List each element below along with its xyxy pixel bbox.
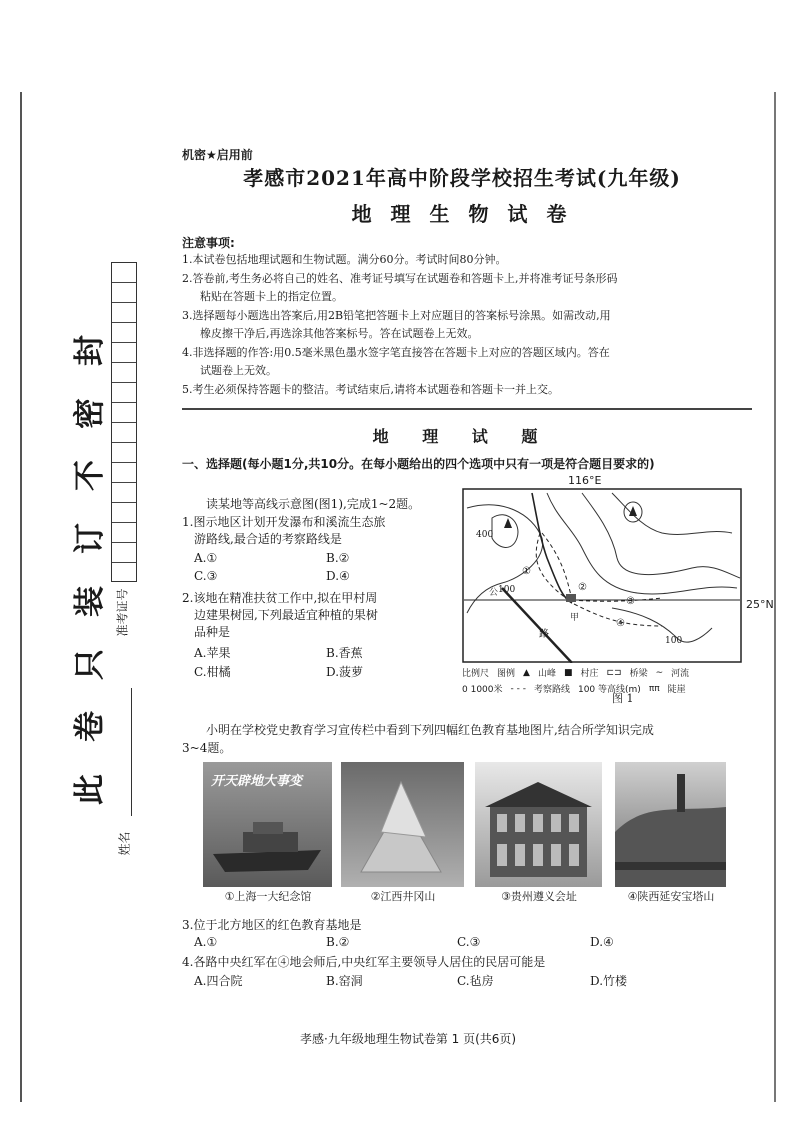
photo-jinggangshan <box>341 762 464 887</box>
name-line <box>131 688 132 816</box>
notice-item: 试题卷上无效。 <box>200 364 277 377</box>
page-footer: 孝感·九年级地理生物试卷第 1 页(共6页) <box>300 1032 517 1046</box>
village-icon: ■ <box>563 667 573 678</box>
seal-char: 此 <box>71 773 108 805</box>
seal-char: 卷 <box>71 711 108 743</box>
map-latitude: 25°N <box>746 598 774 611</box>
notice-heading: 注意事项: <box>182 236 235 250</box>
q2-line1: 2.该地在精准扶贫工作中,拟在甲村周 <box>182 591 378 605</box>
q4-option-c[interactable]: C.毡房 <box>457 974 494 988</box>
map-legend <box>462 666 752 695</box>
seal-char: 不 <box>71 460 108 492</box>
notice-item: 2.答卷前,考生务必将自己的姓名、准考证号填写在试题卷和答题卡上,并将准考证号条形码 <box>182 271 618 285</box>
route-icon: - - - <box>510 683 526 694</box>
intro-q3-4-line2: 3~4题。 <box>182 741 232 755</box>
route-3-label: ③ <box>626 596 635 607</box>
name-label: 姓名 <box>117 831 132 856</box>
cliff-icon: ππ <box>648 683 660 694</box>
legend-river: 河流 <box>671 669 690 679</box>
map-road-label-1: 公 <box>489 588 499 598</box>
river-icon: ∼ <box>655 667 664 678</box>
seal-char: 封 <box>71 335 108 366</box>
confidential-mark: 机密★启用前 <box>182 148 253 162</box>
photo-overlay-text: 开天辟地大事变 <box>211 774 303 789</box>
paper-subtitle: 地 理 生 物 试 卷 <box>351 202 573 226</box>
peak-icon: ▲ <box>523 667 530 678</box>
exam-number-grid[interactable] <box>111 262 137 582</box>
q1-option-d[interactable]: D.④ <box>326 569 350 583</box>
seal-char: 密 <box>71 397 108 429</box>
legend-scale-value: 0 1000米 <box>462 685 503 695</box>
seal-char: 只 <box>71 648 108 680</box>
map-contour-400: 400 <box>476 530 494 540</box>
q1-option-b[interactable]: B.② <box>326 551 350 565</box>
section-heading: 一、选择题(每小题1分,共10分。在每小题给出的四个选项中只有一项是符合题目要求的) <box>182 457 655 471</box>
q4-option-a[interactable]: A.四合院 <box>194 974 243 988</box>
route-4-label: ④ <box>616 618 625 629</box>
legend-peak: 山峰 <box>537 669 556 679</box>
map-longitude: 116°E <box>568 474 602 487</box>
legend-cliff: 陡崖 <box>667 685 686 695</box>
legend-title: 图例 <box>497 669 516 679</box>
photo-caption-3: ③贵州遵义会址 <box>501 890 577 903</box>
photo-caption-2: ②江西井冈山 <box>370 890 436 903</box>
intro-q3-4-line1: 小明在学校党史教育学习宣传栏中看到下列四幅红色教育基地图片,结合所学知识完成 <box>206 723 654 737</box>
q1-line1: 1.图示地区计划开发瀑布和溪流生态旅 <box>182 515 386 529</box>
page-border-left <box>20 92 22 1102</box>
q2-line2: 边建果树园,下列最适宜种植的果树 <box>194 608 378 622</box>
legend-scale: 比例尺 <box>462 669 490 679</box>
q4-option-b[interactable]: B.窑洞 <box>326 974 363 988</box>
legend-village: 村庄 <box>580 669 599 679</box>
monument-image <box>341 762 464 887</box>
bridge-icon: ⊏⊐ <box>606 667 622 678</box>
notice-item: 3.选择题每小题选出答案后,用2B铅笔把答题卡上对应题目的答案标号涂黑。如需改动,用 <box>182 308 611 322</box>
map-contour-100a: 100 <box>498 585 516 595</box>
notice-item: 4.非选择题的作答:用0.5毫米黑色墨水签字笔直接答在答题卡上对应的答题区域内。答在 <box>182 345 610 359</box>
q3-text: 3.位于北方地区的红色教育基地是 <box>182 918 362 932</box>
notice-item: 5.考生必须保持答题卡的整洁。考试结束后,请将本试题卷和答题卡一并上交。 <box>182 382 559 396</box>
legend-contour: 100 等高线(m) <box>577 685 641 695</box>
photo-yanan <box>615 762 726 887</box>
section-title: 地 理 试 题 <box>372 427 552 446</box>
figure-1-caption: 图 1 <box>612 692 634 705</box>
q4-option-d[interactable]: D.竹楼 <box>590 974 628 988</box>
photo-shanghai <box>203 762 332 887</box>
building-image <box>475 762 602 887</box>
notice-item: 橡皮擦干净后,再选涂其他答案标号。答在试题卷上无效。 <box>200 327 479 340</box>
q3-option-a[interactable]: A.① <box>194 935 218 949</box>
boat-image <box>203 762 332 887</box>
map-village-label: 甲 <box>570 613 580 623</box>
q2-option-b[interactable]: B.香蕉 <box>326 646 363 660</box>
q2-line3: 品种是 <box>194 625 231 639</box>
legend-bridge: 桥梁 <box>629 669 648 679</box>
q4-text: 4.各路中央红军在④地会师后,中央红军主要领导人居住的民居可能是 <box>182 955 546 969</box>
q2-option-c[interactable]: C.柑橘 <box>194 665 231 679</box>
q3-option-d[interactable]: D.④ <box>590 935 614 949</box>
q3-option-b[interactable]: B.② <box>326 935 350 949</box>
map-road-label-2: 路 <box>539 629 549 640</box>
intro-q1-2: 读某地等高线示意图(图1),完成1~2题。 <box>206 497 421 511</box>
exam-title: 孝感市2021年高中阶段学校招生考试(九年级) <box>243 166 681 190</box>
q2-option-a[interactable]: A.苹果 <box>194 646 231 660</box>
q1-option-a[interactable]: A.① <box>194 551 218 565</box>
photo-caption-4: ④陕西延安宝塔山 <box>627 890 715 903</box>
notice-list <box>182 251 744 399</box>
photo-zunyi <box>475 762 602 887</box>
seal-char: 订 <box>71 523 108 555</box>
q1-option-c[interactable]: C.③ <box>194 569 218 583</box>
page-border-right <box>774 92 776 1102</box>
pagoda-image <box>615 762 726 887</box>
photo-caption-1: ①上海一大纪念馆 <box>224 890 312 903</box>
notice-item: 1.本试卷包括地理试题和生物试题。满分60分。考试时间80分钟。 <box>182 253 507 266</box>
q1-line2: 游路线,最合适的考察路线是 <box>194 532 342 546</box>
exam-number-label: 准考证号 <box>115 588 130 637</box>
route-2-label: ② <box>578 582 587 593</box>
notice-item: 粘贴在答题卡上的指定位置。 <box>200 290 343 303</box>
q2-option-d[interactable]: D.菠萝 <box>326 665 364 679</box>
map-contour-100b: 100 <box>665 636 683 646</box>
q3-option-c[interactable]: C.③ <box>457 935 481 949</box>
contour-map <box>462 488 742 663</box>
seal-char: 装 <box>71 585 108 617</box>
route-1-label: ① <box>522 566 531 577</box>
legend-route: 考察路线 <box>533 685 570 695</box>
divider <box>182 408 752 410</box>
